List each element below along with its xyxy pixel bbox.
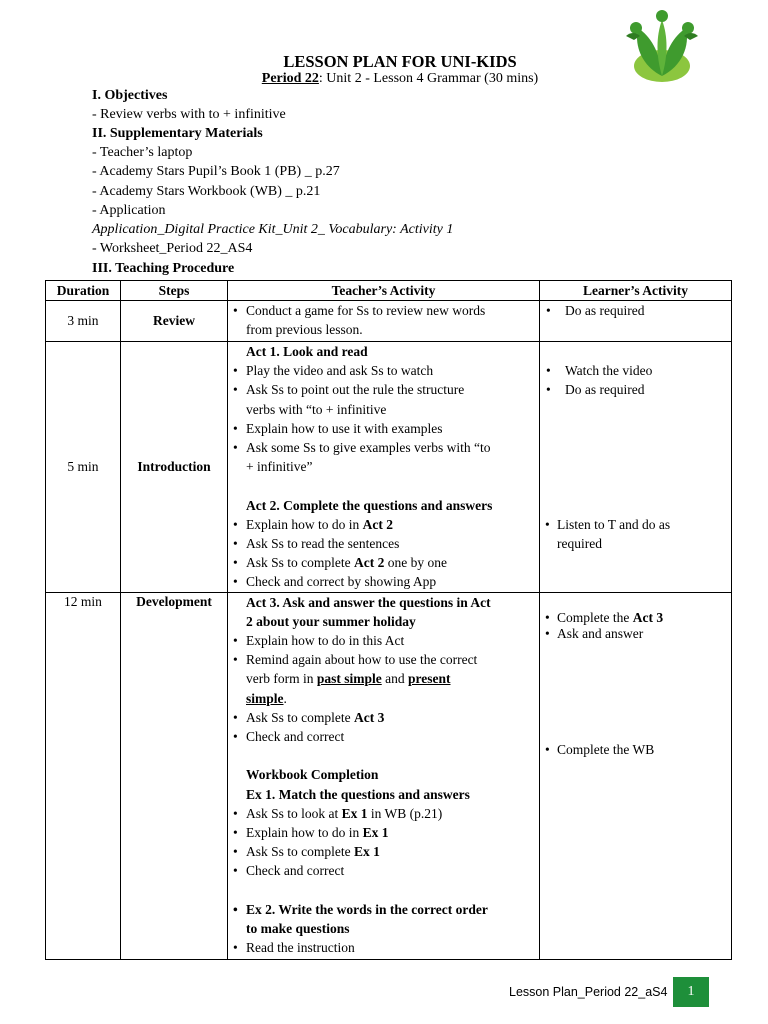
materials-heading: II. Supplementary Materials	[92, 126, 263, 141]
teacher-activity-cell	[228, 342, 540, 593]
activity-heading: Act 3. Ask and answer the questions in Act	[246, 594, 491, 610]
bullet-icon: •	[233, 901, 238, 917]
bullet-icon: •	[233, 825, 238, 841]
duration-cell: 5 min	[46, 342, 121, 593]
activity-text: Explain how to do in this Act	[246, 633, 405, 649]
header-duration: Duration	[46, 281, 121, 301]
activity-text: Explain how to do in	[246, 516, 363, 532]
bullet-icon: •	[546, 363, 551, 379]
activity-text: Complete the	[557, 609, 633, 625]
table-row	[46, 592, 732, 959]
bullet-icon: •	[233, 805, 238, 821]
activity-ref: Act 3	[632, 609, 664, 625]
procedure-heading: III. Teaching Procedure	[92, 261, 235, 276]
bullet-icon: •	[233, 363, 238, 379]
bullet-icon: •	[233, 574, 238, 590]
activity-text: from previous lesson.	[246, 322, 363, 338]
activity-ref: Ex 1	[354, 844, 380, 860]
table-row	[46, 301, 732, 342]
period-subtitle	[0, 71, 768, 87]
material-item: - Application	[92, 203, 166, 218]
activity-text: Ask Ss to point out the rule the structure	[246, 382, 465, 398]
bullet-icon: •	[545, 516, 550, 532]
bullet-icon: •	[233, 536, 238, 552]
activity-text: Ask Ss to complete	[246, 844, 354, 860]
bullet-icon: •	[233, 709, 238, 725]
activity-text: verb form in	[246, 671, 317, 687]
activity-heading: Ex 2. Write the words in the correct order	[246, 901, 488, 917]
bullet-icon: •	[233, 420, 238, 436]
teacher-activity-cell	[228, 301, 540, 342]
header-learner-activity: Learner’s Activity	[540, 281, 732, 301]
activity-text: Check and correct	[246, 863, 345, 879]
activity-heading: Act 1. Look and read	[246, 344, 368, 359]
header-steps: Steps	[121, 281, 228, 301]
activity-heading: Workbook Completion	[246, 767, 379, 783]
activity-ref: Act 3	[354, 709, 385, 725]
activity-text: + infinitive”	[246, 459, 313, 475]
activity-text: Listen to T and do as	[557, 516, 671, 532]
bullet-icon: •	[233, 940, 238, 956]
activity-ref: Act 2	[354, 555, 385, 571]
bullet-icon: •	[233, 382, 238, 398]
activity-text: Watch the video	[565, 363, 653, 379]
activity-text: Ask Ss to look at	[246, 805, 342, 821]
period-description: : Unit 2 - Lesson 4 Grammar (30 mins)	[318, 71, 539, 86]
grammar-term: present	[408, 671, 451, 687]
activity-text: Complete the WB	[557, 741, 655, 757]
bullet-icon: •	[546, 382, 551, 398]
bullet-icon: •	[545, 609, 550, 625]
bullet-icon: •	[545, 741, 550, 757]
activity-heading: 2 about your summer holiday	[246, 613, 416, 629]
activity-heading: Act 2. Complete the questions and answers	[246, 497, 493, 513]
bullet-icon: •	[233, 729, 238, 745]
activity-text: in WB (p.21)	[367, 805, 443, 821]
activity-text: Remind again about how to use the correct	[246, 652, 478, 668]
footer-document-name: Lesson Plan_Period 22_aS4	[509, 985, 668, 999]
activity-ref: Act 2	[362, 516, 393, 532]
material-item: - Teacher’s laptop	[92, 145, 193, 160]
bullet-icon: •	[233, 844, 238, 860]
activity-ref: Ex 1	[362, 825, 389, 841]
bullet-icon: •	[233, 633, 238, 649]
activity-text: Check and correct by showing App	[246, 574, 437, 590]
step-cell: Review	[121, 301, 228, 342]
table-row	[46, 342, 732, 593]
activity-text: Ask Ss to complete	[246, 709, 354, 725]
activity-text: .	[283, 690, 287, 706]
bullet-icon: •	[233, 440, 238, 456]
activity-text: Ask Ss to read the sentences	[246, 536, 400, 552]
activity-heading: to make questions	[246, 921, 350, 937]
activity-text: one by one	[384, 555, 447, 571]
material-item: - Academy Stars Pupil’s Book 1 (PB) _ p.27	[92, 164, 340, 179]
activity-text: Check and correct	[246, 729, 345, 745]
activity-ref: Ex 1	[341, 805, 368, 821]
bullet-icon: •	[233, 863, 238, 879]
period-label: Period 22	[261, 71, 319, 86]
bullet-icon: •	[233, 555, 238, 571]
page-number: 1	[673, 977, 709, 1007]
activity-text: Do as required	[565, 303, 645, 318]
teacher-activity-cell	[228, 592, 540, 959]
step-cell: Introduction	[121, 342, 228, 593]
bullet-icon: •	[233, 652, 238, 668]
page-title: LESSON PLAN FOR UNI-KIDS	[283, 52, 517, 71]
grammar-term: simple	[246, 690, 284, 706]
learner-activity-cell	[540, 592, 732, 959]
learner-activity-cell	[540, 342, 732, 593]
activity-text: verbs with “to + infinitive	[246, 401, 387, 417]
header-teacher-activity: Teacher’s Activity	[228, 281, 540, 301]
bullet-icon: •	[545, 625, 550, 641]
activity-text: Explain how to do in	[246, 825, 363, 841]
learner-activity-cell	[540, 301, 732, 342]
duration-cell: 3 min	[46, 301, 121, 342]
objective-item: - Review verbs with to + infinitive	[92, 107, 286, 122]
objectives-heading: I. Objectives	[92, 88, 168, 103]
bullet-icon: •	[546, 303, 551, 318]
activity-text: Read the instruction	[246, 940, 355, 956]
activity-text: Play the video and ask Ss to watch	[246, 363, 434, 379]
activity-text: required	[557, 536, 602, 552]
grammar-term: past simple	[316, 671, 382, 687]
activity-text: and	[381, 671, 408, 687]
material-item: - Academy Stars Workbook (WB) _ p.21	[92, 184, 321, 199]
duration-cell: 12 min	[46, 592, 121, 959]
bullet-icon: •	[233, 303, 238, 318]
activity-heading: Ex 1. Match the questions and answers	[246, 786, 470, 802]
activity-text: Do as required	[565, 382, 645, 398]
teaching-procedure-table	[45, 280, 732, 960]
table-header-row	[46, 281, 732, 301]
activity-text: Ask and answer	[557, 625, 644, 641]
material-item: - Worksheet_Period 22_AS4	[92, 241, 253, 256]
activity-text: Ask some Ss to give examples verbs with “to	[246, 440, 491, 456]
step-cell: Development	[121, 592, 228, 959]
material-item: Application_Digital Practice Kit_Unit 2_ Vocabulary: Activity 1	[92, 222, 454, 237]
activity-text: Conduct a game for Ss to review new words	[246, 303, 486, 318]
activity-text: Ask Ss to complete	[246, 555, 354, 571]
bullet-icon: •	[233, 516, 238, 532]
activity-text: Explain how to use it with examples	[246, 420, 443, 436]
